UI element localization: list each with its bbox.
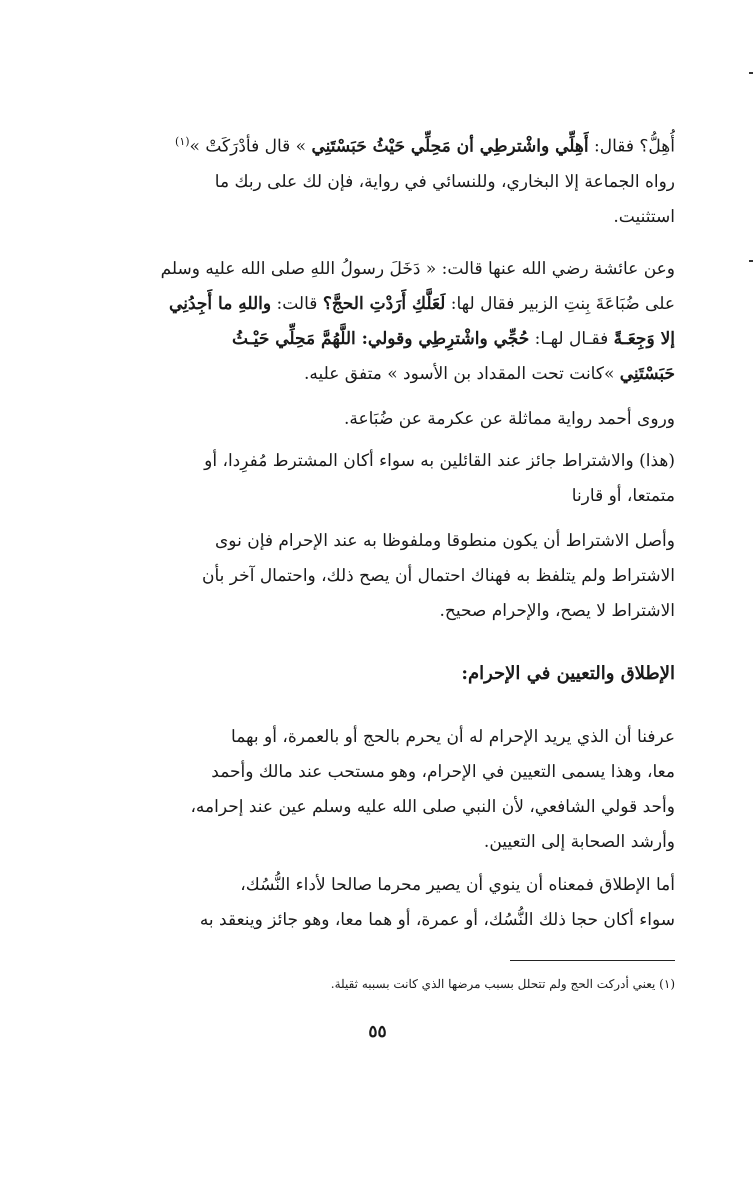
paragraph-1-line-2: رواه الجماعة إلا البخاري، وللنسائي في رواية، فإن لك على ربك ما bbox=[214, 171, 675, 192]
paragraph-2-line-1: وعن عائشة رضي الله عنها قالت: « دَخَلَ رسولُ اللهِ صلى الله عليه وسلم bbox=[160, 259, 675, 279]
paragraph-2-line-4: حَبَسْتَنِي »كانت تحت المقداد بن الأسود » متفق عليه. bbox=[303, 364, 675, 384]
paragraph-7-line-2: سواء أكان حجا ذلك النُّسُك، أو عمرة، أو هما معا، وهو جائز وينعقد به bbox=[199, 910, 675, 930]
footnote bbox=[78, 972, 675, 996]
paragraph-6-line-3: وأحد قولي الشافعي، لأن النبي صلى الله عليه وسلم عين عند إحرامه، bbox=[190, 797, 675, 817]
paragraph-1-line-3: استثنيت. bbox=[613, 206, 675, 227]
paragraph-3 bbox=[78, 402, 675, 437]
paragraph-6-line-1: عرفنا أن الذي يريد الإحرام له أن يحرم بالحج أو بالعمرة، أو بهما bbox=[231, 727, 675, 747]
footnote-divider bbox=[510, 960, 675, 961]
paragraph-4-line-2: متمتعا، أو قارنا bbox=[571, 486, 675, 506]
paragraph-7 bbox=[78, 868, 675, 938]
paragraph-4 bbox=[78, 444, 675, 514]
paragraph-6-line-4: وأرشد الصحابة إلى التعيين. bbox=[483, 832, 675, 852]
paragraph-5-line-2: الاشتراط ولم يتلفظ به فهناك احتمال أن يصح ذلك، واحتمال آخر بأن bbox=[202, 566, 675, 586]
footnote-number: (١) bbox=[659, 977, 675, 991]
book-page bbox=[78, 0, 675, 1195]
paragraph-6 bbox=[78, 720, 675, 860]
footnote-text: يعني أدركت الحج ولم تتحلل بسبب مرضها الذي كانت بسببه ثقيلة. bbox=[330, 977, 656, 991]
section-heading: الإطلاق والتعيين في الإحرام: bbox=[461, 663, 675, 684]
paragraph-5-line-1: وأصل الاشتراط أن يكون منطوقا وملفوظا به عند الإحرام فإن نوى bbox=[214, 531, 675, 551]
paragraph-1 bbox=[78, 124, 675, 235]
paragraph-7-line-1: أما الإطلاق فمعناه أن ينوي أن يصير محرما صالحا لأداء النُّسُك، bbox=[240, 875, 675, 895]
footnote-reference: (١) bbox=[175, 135, 190, 148]
paragraph-1-line-1: أُهِلُّ؟ فقال: أَهِلِّي واشْترطِي أن مَحِلِّي حَيْثُ حَبَسْتَنِي » قال فأدْرَكَتْ »$^{(١)}$ bbox=[175, 135, 675, 157]
paragraph-2-line-2: على ضُبَاعَةَ بِنتِ الزبير فقال لها: لَعَلَّكِ أَرَدْتِ الحجَّ؟ قالت: واللهِ ما أَجِدُنِي bbox=[169, 294, 675, 314]
paragraph-2 bbox=[78, 252, 675, 392]
paragraph-5 bbox=[78, 524, 675, 629]
scan-edge-mark bbox=[749, 72, 753, 74]
scan-edge-mark bbox=[749, 260, 753, 262]
paragraph-2-line-3: إلا وَجِعَـةً فقـال لهـا: حُجِّي واشْترِطِي وقولي: اللَّهُمَّ مَحِلِّي حَيْـثُ bbox=[232, 329, 675, 349]
paragraph-6-line-2: معا، وهذا يسمى التعيين في الإحرام، وهو مستحب عند مالك وأحمد bbox=[211, 762, 675, 782]
page-number: ٥٥ bbox=[368, 1022, 387, 1042]
paragraph-5-line-3: الاشتراط لا يصح، والإحرام صحيح. bbox=[439, 601, 675, 621]
paragraph-3-line-1: وروى أحمد رواية مماثلة عن عكرمة عن ضُبَاعة. bbox=[343, 409, 675, 429]
paragraph-4-line-1: (هذا) والاشتراط جائز عند القائلين به سواء أكان المشترط مُفرِدا، أو bbox=[204, 451, 675, 471]
